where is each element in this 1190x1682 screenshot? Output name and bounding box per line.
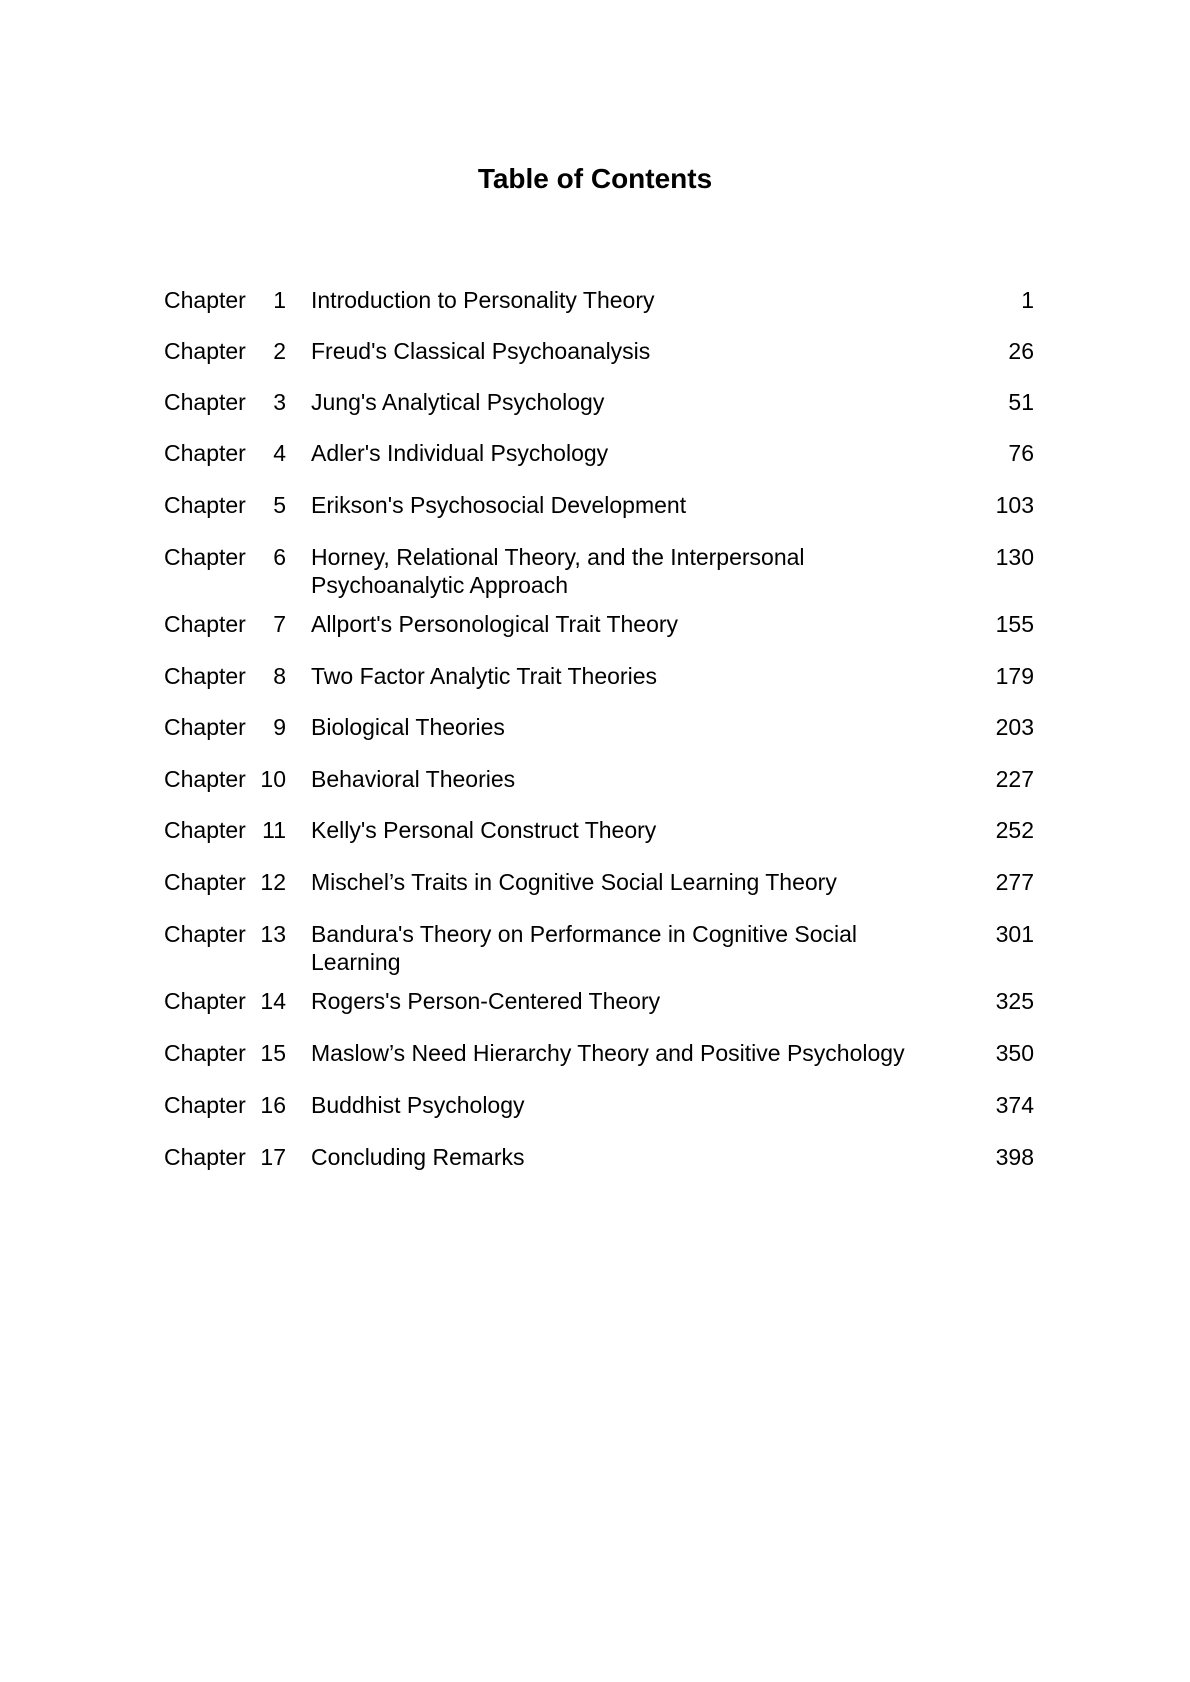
chapter-label: Chapter: [164, 287, 246, 313]
chapter-number: 13: [260, 921, 286, 947]
chapter-page-number: 179: [995, 663, 1034, 689]
chapter-number: 16: [260, 1092, 286, 1118]
chapter-label: Chapter: [164, 611, 246, 637]
chapter-page-number: 203: [995, 714, 1034, 740]
chapter-page-number: 301: [995, 921, 1034, 947]
chapter-page-number: 398: [995, 1144, 1034, 1170]
chapter-page-number: 155: [995, 611, 1034, 637]
chapter-page-number: 277: [995, 869, 1034, 895]
chapter-page-number: 350: [995, 1040, 1034, 1066]
chapter-label: Chapter: [164, 338, 246, 364]
chapter-label: Chapter: [164, 544, 246, 570]
chapter-label: Chapter: [164, 766, 246, 792]
chapter-page-number: 374: [995, 1092, 1034, 1118]
chapter-title: Rogers's Person-Centered Theory: [311, 988, 661, 1014]
chapter-number: 15: [260, 1040, 286, 1066]
chapter-page-number: 51: [1008, 389, 1034, 415]
chapter-page-number: 103: [995, 492, 1034, 518]
chapter-title: Bandura's Theory on Performance in Cognitive Social Learning: [311, 921, 858, 975]
chapter-title: Concluding Remarks: [311, 1144, 525, 1170]
chapter-label: Chapter: [164, 921, 246, 947]
chapter-number: 7: [273, 611, 286, 637]
chapter-title: Behavioral Theories: [311, 766, 516, 792]
chapter-title: Erikson's Psychosocial Development: [311, 492, 687, 518]
chapter-title: Biological Theories: [311, 714, 505, 740]
chapter-number: 10: [260, 766, 286, 792]
chapter-number: 1: [273, 287, 286, 313]
chapter-title: Freud's Classical Psychoanalysis: [311, 338, 651, 364]
chapter-number: 5: [273, 492, 286, 518]
chapter-title: Buddhist Psychology: [311, 1092, 525, 1118]
chapter-number: 11: [262, 817, 286, 843]
chapter-number: 2: [273, 338, 286, 364]
chapter-page-number: 325: [995, 988, 1034, 1014]
chapter-title: Kelly's Personal Construct Theory: [311, 817, 657, 843]
chapter-label: Chapter: [164, 440, 246, 466]
chapter-title: Maslow’s Need Hierarchy Theory and Positive Psychology: [311, 1040, 905, 1066]
chapter-label: Chapter: [164, 663, 246, 689]
chapter-page-number: 130: [995, 544, 1034, 570]
chapter-page-number: 26: [1008, 338, 1034, 364]
chapter-number: 17: [260, 1144, 286, 1170]
chapter-label: Chapter: [164, 869, 246, 895]
chapter-label: Chapter: [164, 988, 246, 1014]
chapter-number: 8: [273, 663, 286, 689]
chapter-label: Chapter: [164, 1144, 246, 1170]
chapter-page-number: 76: [1008, 440, 1034, 466]
chapter-title: Introduction to Personality Theory: [311, 287, 655, 313]
chapter-title: Allport's Personological Trait Theory: [311, 611, 679, 637]
chapter-page-number: 1: [1021, 287, 1034, 313]
chapter-number: 4: [273, 440, 286, 466]
chapter-label: Chapter: [164, 1040, 246, 1066]
chapter-label: Chapter: [164, 389, 246, 415]
chapter-label: Chapter: [164, 1092, 246, 1118]
chapter-number: 6: [273, 544, 286, 570]
chapter-title: Adler's Individual Psychology: [311, 440, 609, 466]
chapter-title: Jung's Analytical Psychology: [311, 389, 605, 415]
chapter-label: Chapter: [164, 817, 246, 843]
chapter-number: 14: [260, 988, 286, 1014]
page-title: Table of Contents: [477, 163, 713, 194]
chapter-page-number: 227: [995, 766, 1034, 792]
chapter-title: Two Factor Analytic Trait Theories: [311, 663, 657, 689]
chapter-number: 9: [273, 714, 286, 740]
chapter-title: Horney, Relational Theory, and the Interpersonal Psychoanalytic Approach: [311, 544, 805, 598]
chapter-label: Chapter: [164, 714, 246, 740]
chapter-number: 12: [260, 869, 286, 895]
chapter-number: 3: [273, 389, 286, 415]
chapter-title: Mischel’s Traits in Cognitive Social Learning Theory: [311, 869, 837, 895]
chapter-page-number: 252: [995, 817, 1034, 843]
chapter-label: Chapter: [164, 492, 246, 518]
